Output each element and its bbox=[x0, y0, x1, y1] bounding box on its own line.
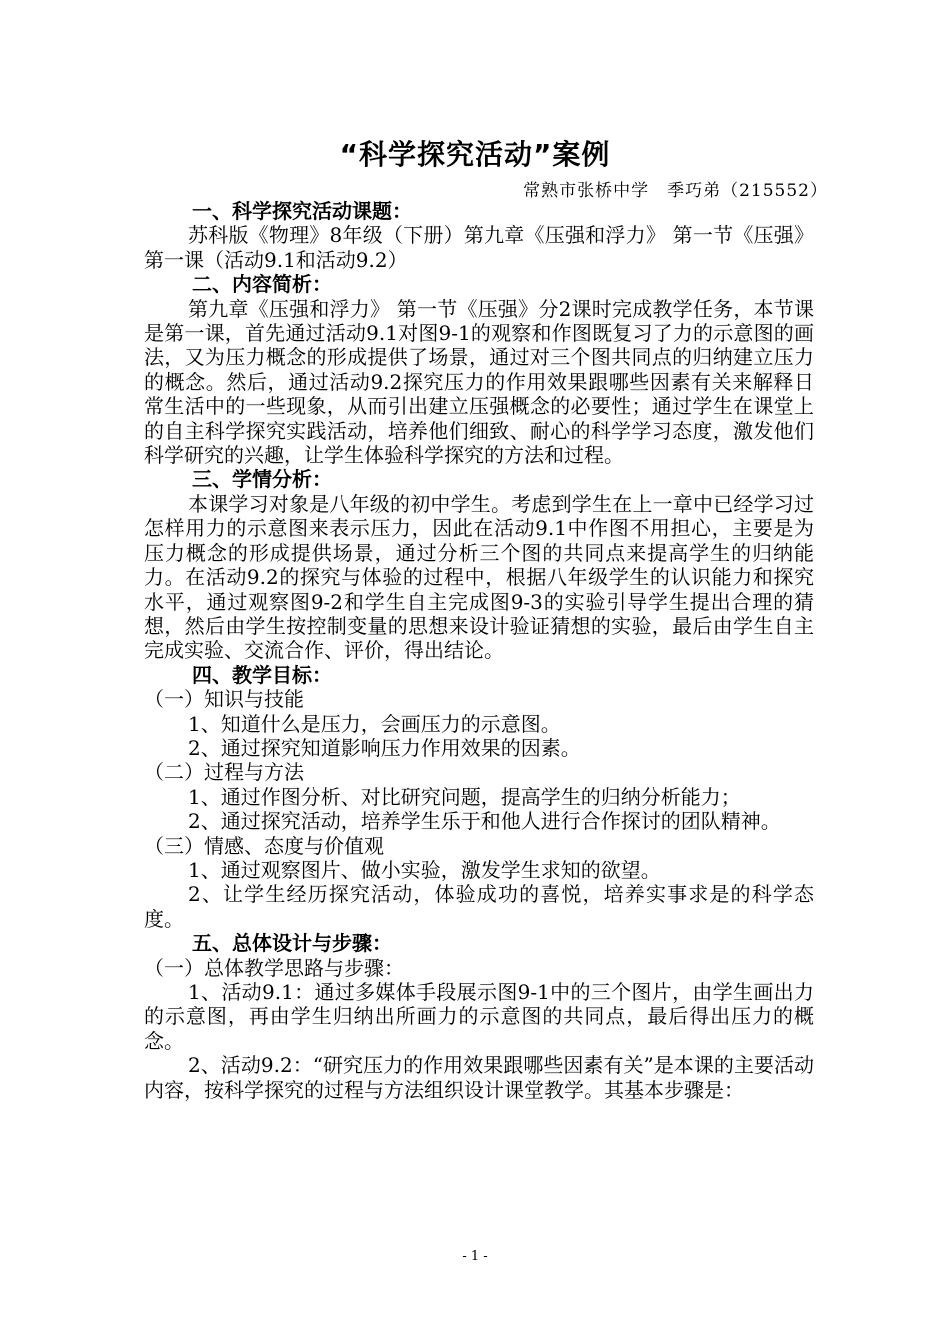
section-heading-content: 二、内容简析： bbox=[192, 272, 332, 297]
document-title: “科学探究活动”案例 bbox=[339, 138, 611, 171]
design-item: 1、活动9.1：通过多媒体手段展示图9-1中的三个图片，由学生画出力的示意图，再由学生归纳出所画力的示意图的共同点，最后得出压力的概念。 bbox=[144, 980, 814, 1053]
goal-item: 2、通过探究活动，培养学生乐于和他人进行合作探讨的团队精神。 bbox=[188, 809, 781, 834]
goal-item: 1、通过观察图片、做小实验，激发学生求知的欲望。 bbox=[188, 857, 661, 882]
goal-item: 1、通过作图分析、对比研究问题，提高学生的归纳分析能力； bbox=[188, 784, 741, 809]
goal-item: 1、知道什么是压力，会画压力的示意图。 bbox=[188, 711, 561, 736]
goal-subheading-process: （二）过程与方法 bbox=[144, 760, 304, 785]
content-paragraph: 第九章《压强和浮力》 第一节《压强》分2课时完成教学任务，本节课是第一课，首先通过活动9.1对图9-1的观察和作图既复习了力的示意图的画法，又为压力概念的形成提供了场景，通过对三个图共同点的归纳建立压力的概念。然后，通过活动9.2探究压力的作用效果跟哪些因素有关来解释日常生活中的一些现象，从而引出建立压强概念的必要性；通过学生在课堂上的自主科学探究实践活动，培养他们细致、耐心的科学学习态度，激发他们科学研究的兴趣，让学生体验科学探究的方法和过程。 bbox=[144, 296, 814, 468]
topic-paragraph: 苏科版《物理》8年级（下册）第九章《压强和浮力》 第一节《压强》第一课（活动9.1和活动9.2） bbox=[144, 223, 814, 272]
section-heading-analysis: 三、学情分析： bbox=[192, 467, 332, 492]
document-body bbox=[144, 199, 814, 1102]
section-heading-topic: 一、科学探究活动课题： bbox=[192, 199, 412, 223]
goal-subheading-knowledge: （一）知识与技能 bbox=[144, 687, 304, 712]
design-subheading: （一）总体教学思路与步骤： bbox=[144, 955, 404, 980]
goal-subheading-attitude: （三）情感、态度与价值观 bbox=[144, 833, 384, 858]
goal-item: 2、通过探究知道影响压力作用效果的因素。 bbox=[188, 735, 581, 760]
section-heading-goals: 四、教学目标： bbox=[192, 662, 332, 687]
author-line: 常熟市张桥中学 季巧弟（215552） bbox=[523, 181, 828, 201]
design-item: 2、活动9.2：“研究压力的作用效果跟哪些因素有关”是本课的主要活动内容，按科学探究的过程与方法组织设计课堂教学。其基本步骤是： bbox=[144, 1053, 814, 1102]
goal-item: 2、让学生经历探究活动，体验成功的喜悦，培养实事求是的科学态度。 bbox=[144, 882, 814, 931]
page-number: - 1 - bbox=[462, 1249, 488, 1264]
section-heading-design: 五、总体设计与步骤： bbox=[192, 931, 392, 956]
analysis-paragraph: 本课学习对象是八年级的初中学生。考虑到学生在上一章中已经学习过怎样用力的示意图来表示压力，因此在活动9.1中作图不用担心，主要是为压力概念的形成提供场景，通过分析三个图的共同点来提高学生的归纳能力。在活动9.2的探究与体验的过程中，根据八年级学生的认识能力和探究水平，通过观察图9-2和学生自主完成图9-3的实验引导学生提出合理的猜想，然后由学生按控制变量的思想来设计验证猜想的实验，最后由学生自主完成实验、交流合作、评价，得出结论。 bbox=[144, 491, 814, 663]
